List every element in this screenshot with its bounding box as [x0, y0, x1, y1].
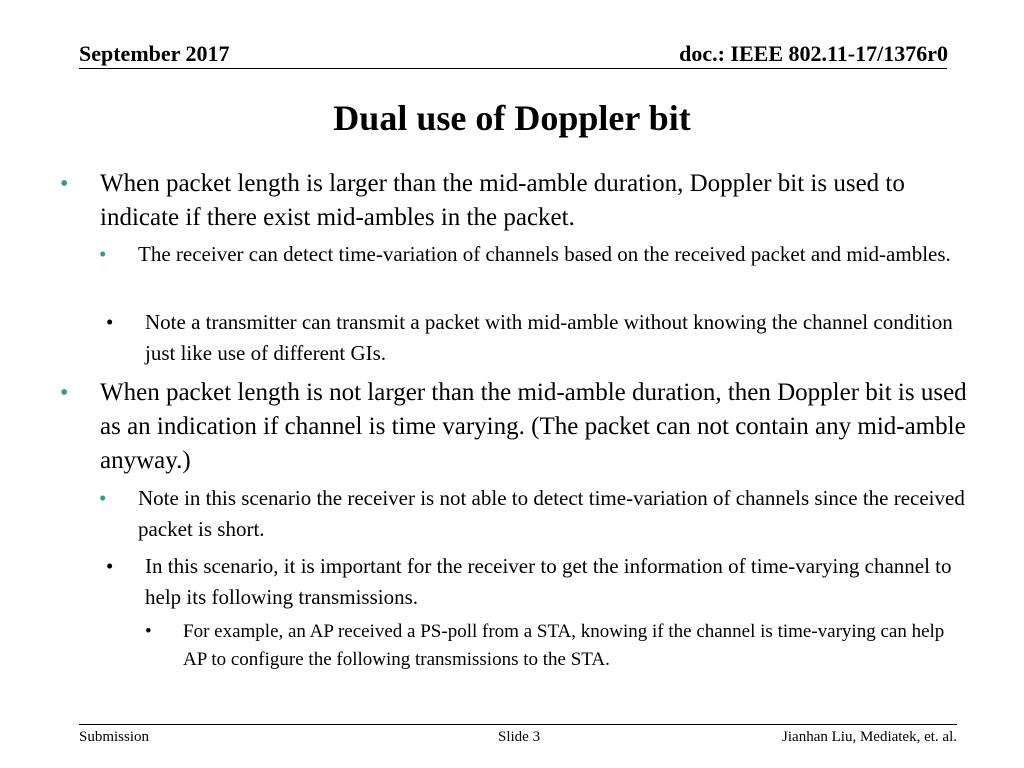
bullet-level1-larger-packet [60, 167, 972, 235]
bullet-text: The receiver can detect time-variation of channels based on the received packet and mid-ambles. [138, 242, 951, 266]
bullet-text: When packet length is not larger than the mid-amble duration, then Doppler bit is used as an indication if channel is time varying. (The packet can not contain any mid-amble anyway.) [100, 379, 967, 474]
bullet-text: When packet length is larger than the mid-amble duration, Doppler bit is used to indicate if there exist mid-ambles in the packet. [100, 170, 905, 231]
bullet-text: In this scenario, it is important for the receiver to get the information of time-varying channel to help its following transmissions. [145, 554, 952, 609]
footer-slide-number: Slide 3 [498, 729, 541, 745]
bullet-text: For example, an AP received a PS-poll from a STA, knowing if the channel is time-varying can help AP to configure the following transmissions to the STA. [183, 621, 945, 670]
footer-authors: Jianhan Liu, Mediatek, et. al. [782, 729, 957, 745]
bullet-marker: • [60, 380, 69, 406]
bullet-text: Note a transmitter can transmit a packet with mid-amble without knowing the channel condition just like use of different GIs. [145, 310, 953, 365]
bullet-level2-scenario-important [106, 551, 966, 613]
bullet-marker: • [145, 621, 152, 642]
footer-submission: Submission [79, 729, 150, 745]
bullet-level2-receiver-detect [99, 239, 969, 270]
header-date: September 2017 [79, 41, 230, 66]
bullet-text: Note in this scenario the receiver is not able to detect time-variation of channels since the received packet is short. [138, 486, 965, 541]
header-doc-id: doc.: IEEE 802.11-17/1376r0 [679, 41, 948, 66]
bullet-level3-ps-poll-example [145, 618, 965, 674]
bullet-level2-transmitter-note [106, 307, 966, 369]
bullet-marker: • [60, 171, 69, 197]
bullet-marker: • [106, 554, 114, 578]
bullet-marker: • [99, 486, 107, 510]
footer-divider [79, 724, 957, 725]
slide-title: Dual use of Doppler bit [333, 98, 691, 138]
bullet-level2-scenario-note [99, 483, 969, 545]
bullet-marker: • [106, 310, 114, 334]
bullet-marker: • [99, 242, 107, 266]
bullet-level1-not-larger-packet [60, 376, 972, 478]
